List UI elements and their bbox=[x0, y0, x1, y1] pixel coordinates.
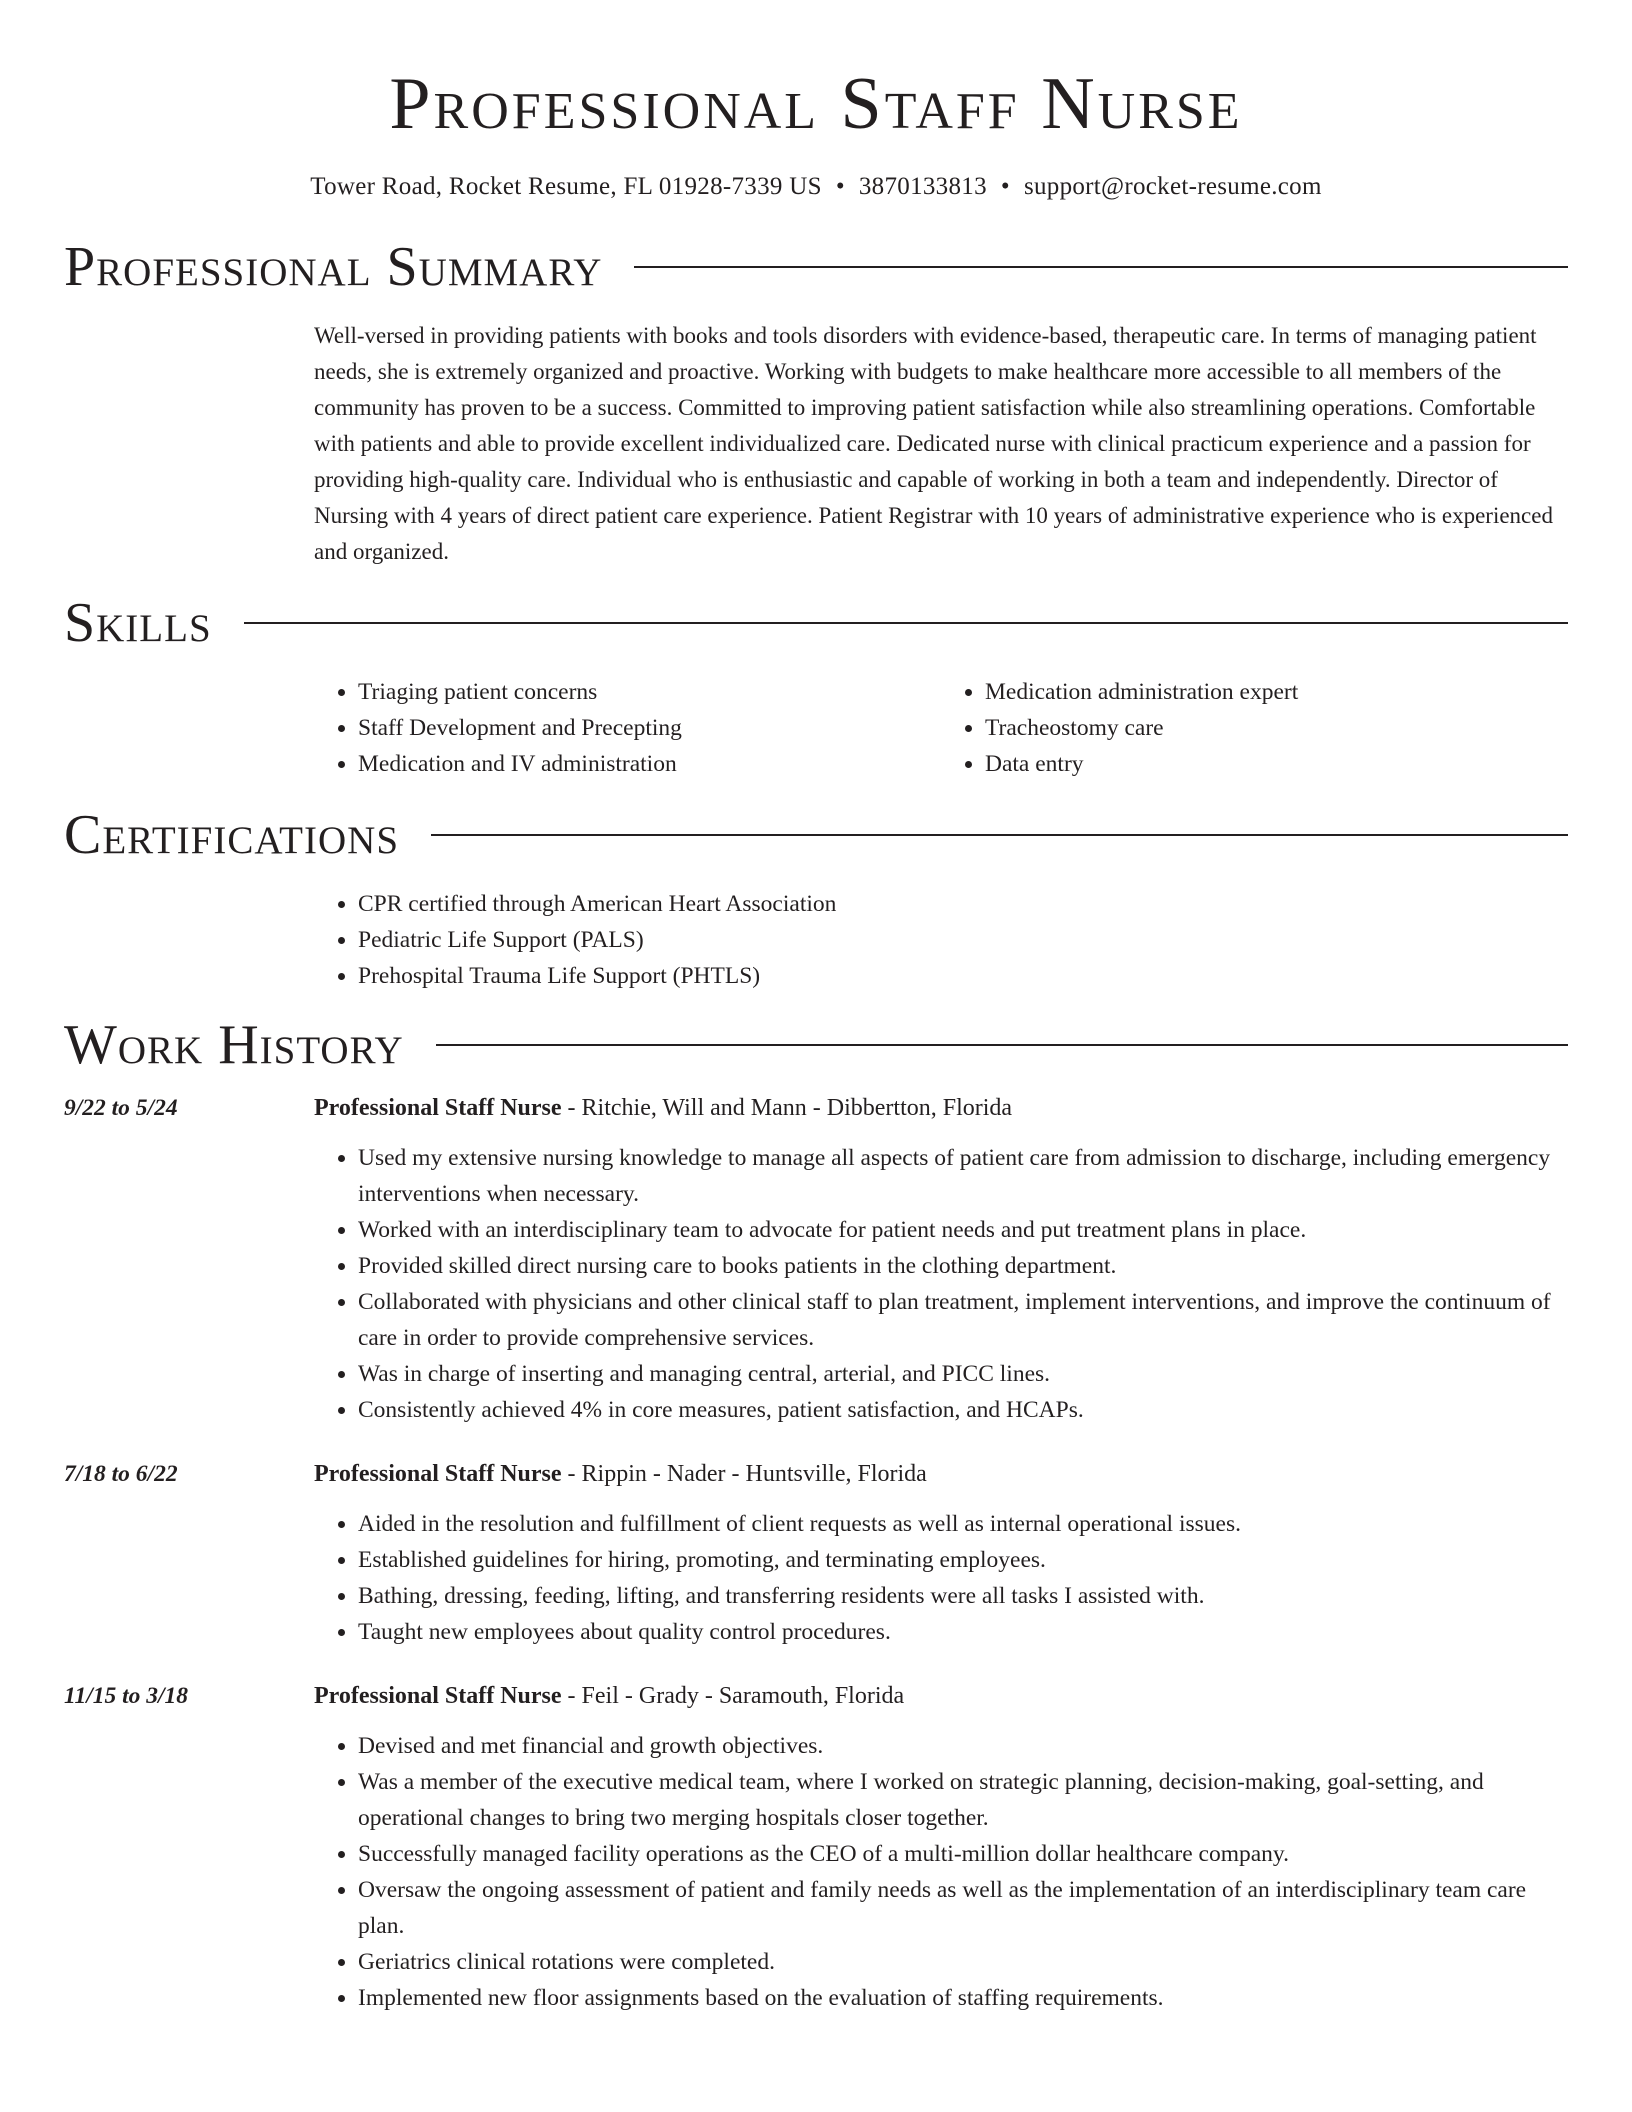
skill-item: • Medication administration expert bbox=[985, 674, 1568, 710]
job-bullet: • Established guidelines for hiring, promoting, and terminating employees. bbox=[358, 1542, 1568, 1578]
skill-item: • Triaging patient concerns bbox=[358, 674, 941, 710]
job-title: Professional Staff Nurse bbox=[314, 1095, 562, 1121]
job-bullet: • Collaborated with physicians and other clinical staff to plan treatment, implement interventions, and improve the continuum of care in order to provide comprehensive services. bbox=[358, 1284, 1568, 1356]
section-divider bbox=[634, 266, 1568, 268]
contact-line bbox=[64, 170, 1568, 204]
job-employer: - Ritchie, Will and Mann - Dibbertton, Florida bbox=[561, 1095, 1013, 1121]
job-bullet: • Taught new employees about quality control procedures. bbox=[358, 1614, 1568, 1650]
job-bullets bbox=[314, 1140, 1568, 1428]
job-employer: - Feil - Grady - Saramouth, Florida bbox=[561, 1683, 905, 1709]
skills-heading: Skills bbox=[64, 592, 212, 654]
skills-column-left bbox=[314, 674, 941, 782]
job-bullet: • Was a member of the executive medical team, where I worked on strategic planning, decision-making, goal-setting, and operational changes to bring two merging hospitals closer together. bbox=[358, 1764, 1568, 1836]
job-employer: - Rippin - Nader - Huntsville, Florida bbox=[561, 1461, 927, 1487]
work-section-header bbox=[64, 1014, 1568, 1076]
skill-item: • Data entry bbox=[985, 746, 1568, 782]
certifications-section-header bbox=[64, 804, 1568, 866]
job-bullet: • Worked with an interdisciplinary team to advocate for patient needs and put treatment plans in place. bbox=[358, 1212, 1568, 1248]
job-bullet: • Geriatrics clinical rotations were completed. bbox=[358, 1944, 1568, 1980]
certifications-heading: Certifications bbox=[64, 804, 400, 866]
contact-email: support@rocket-resume.com bbox=[1023, 173, 1322, 200]
job-entry bbox=[64, 1678, 1568, 1714]
job-bullets bbox=[314, 1728, 1568, 2016]
job-title: Professional Staff Nurse bbox=[314, 1683, 562, 1709]
contact-separator: • bbox=[1000, 173, 1010, 200]
summary-text: Well-versed in providing patients with books and tools disorders with evidence-based, therapeutic care. In terms of managing patient needs, she is extremely organized and proactive. Working with budgets to make healthcare more accessible to all members of the community has proven to be a success. Committed to improving patient satisfaction while also streamlining operations. Comfortable with patients and able to provide excellent individualized care. Dedicated nurse with clinical practicum experience and a passion for providing high-quality care. Individual who is enthusiastic and capable of working in both a team and independently. Director of Nursing with 4 years of direct patient care experience. Patient Registrar with 10 years of administrative experience who is experienced and organized. bbox=[314, 323, 1553, 564]
job-bullet: • Oversaw the ongoing assessment of patient and family needs as well as the implementation of an interdisciplinary team care plan. bbox=[358, 1872, 1568, 1944]
job-entry bbox=[64, 1090, 1568, 1126]
certification-item: • Prehospital Trauma Life Support (PHTLS) bbox=[358, 958, 1568, 994]
contact-separator: • bbox=[835, 173, 845, 200]
contact-phone: 3870133813 bbox=[858, 173, 987, 200]
job-bullet: • Devised and met financial and growth objectives. bbox=[358, 1728, 1568, 1764]
job-bullet: • Used my extensive nursing knowledge to manage all aspects of patient care from admission to discharge, including emergency interventions when necessary. bbox=[358, 1140, 1568, 1212]
job-bullet: • Provided skilled direct nursing care to books patients in the clothing department. bbox=[358, 1248, 1568, 1284]
job-bullet: • Bathing, dressing, feeding, lifting, and transferring residents were all tasks I assisted with. bbox=[358, 1578, 1568, 1614]
section-divider bbox=[431, 834, 1568, 836]
work-heading: Work History bbox=[64, 1014, 404, 1076]
job-bullet: • Was in charge of inserting and managing central, arterial, and PICC lines. bbox=[358, 1356, 1568, 1392]
skills-section-header bbox=[64, 592, 1568, 654]
job-bullet: • Implemented new floor assignments based on the evaluation of staffing requirements. bbox=[358, 1980, 1568, 2016]
section-divider bbox=[436, 1044, 1568, 1046]
certification-item: • Pediatric Life Support (PALS) bbox=[358, 922, 1568, 958]
skills-column-right bbox=[941, 674, 1568, 782]
job-bullets bbox=[314, 1506, 1568, 1650]
job-dates: 11/15 to 3/18 bbox=[64, 1683, 189, 1709]
job-bullet: • Aided in the resolution and fulfillment of client requests as well as internal operational issues. bbox=[358, 1506, 1568, 1542]
contact-address: Tower Road, Rocket Resume, FL 01928-7339 US bbox=[310, 173, 822, 200]
job-title-line bbox=[314, 1090, 1012, 1126]
skill-item: • Staff Development and Precepting bbox=[358, 710, 941, 746]
job-entry bbox=[64, 1456, 1568, 1492]
job-title: Professional Staff Nurse bbox=[314, 1461, 562, 1487]
summary-heading: Professional Summary bbox=[64, 236, 603, 298]
skills-list bbox=[314, 674, 1568, 782]
resume-name: Professional Staff Nurse bbox=[389, 63, 1243, 145]
job-title-line bbox=[314, 1456, 927, 1492]
summary-section-header bbox=[64, 236, 1568, 298]
job-dates: 9/22 to 5/24 bbox=[64, 1095, 178, 1121]
job-title-line bbox=[314, 1678, 904, 1714]
job-bullet: • Consistently achieved 4% in core measures, patient satisfaction, and HCAPs. bbox=[358, 1392, 1568, 1428]
certifications-list bbox=[314, 886, 1568, 994]
certification-item: • CPR certified through American Heart Association bbox=[358, 886, 1568, 922]
section-divider bbox=[244, 622, 1568, 624]
job-bullet: • Successfully managed facility operations as the CEO of a multi-million dollar healthcare company. bbox=[358, 1836, 1568, 1872]
skill-item: • Tracheostomy care bbox=[985, 710, 1568, 746]
skill-item: • Medication and IV administration bbox=[358, 746, 941, 782]
job-dates: 7/18 to 6/22 bbox=[64, 1461, 178, 1487]
